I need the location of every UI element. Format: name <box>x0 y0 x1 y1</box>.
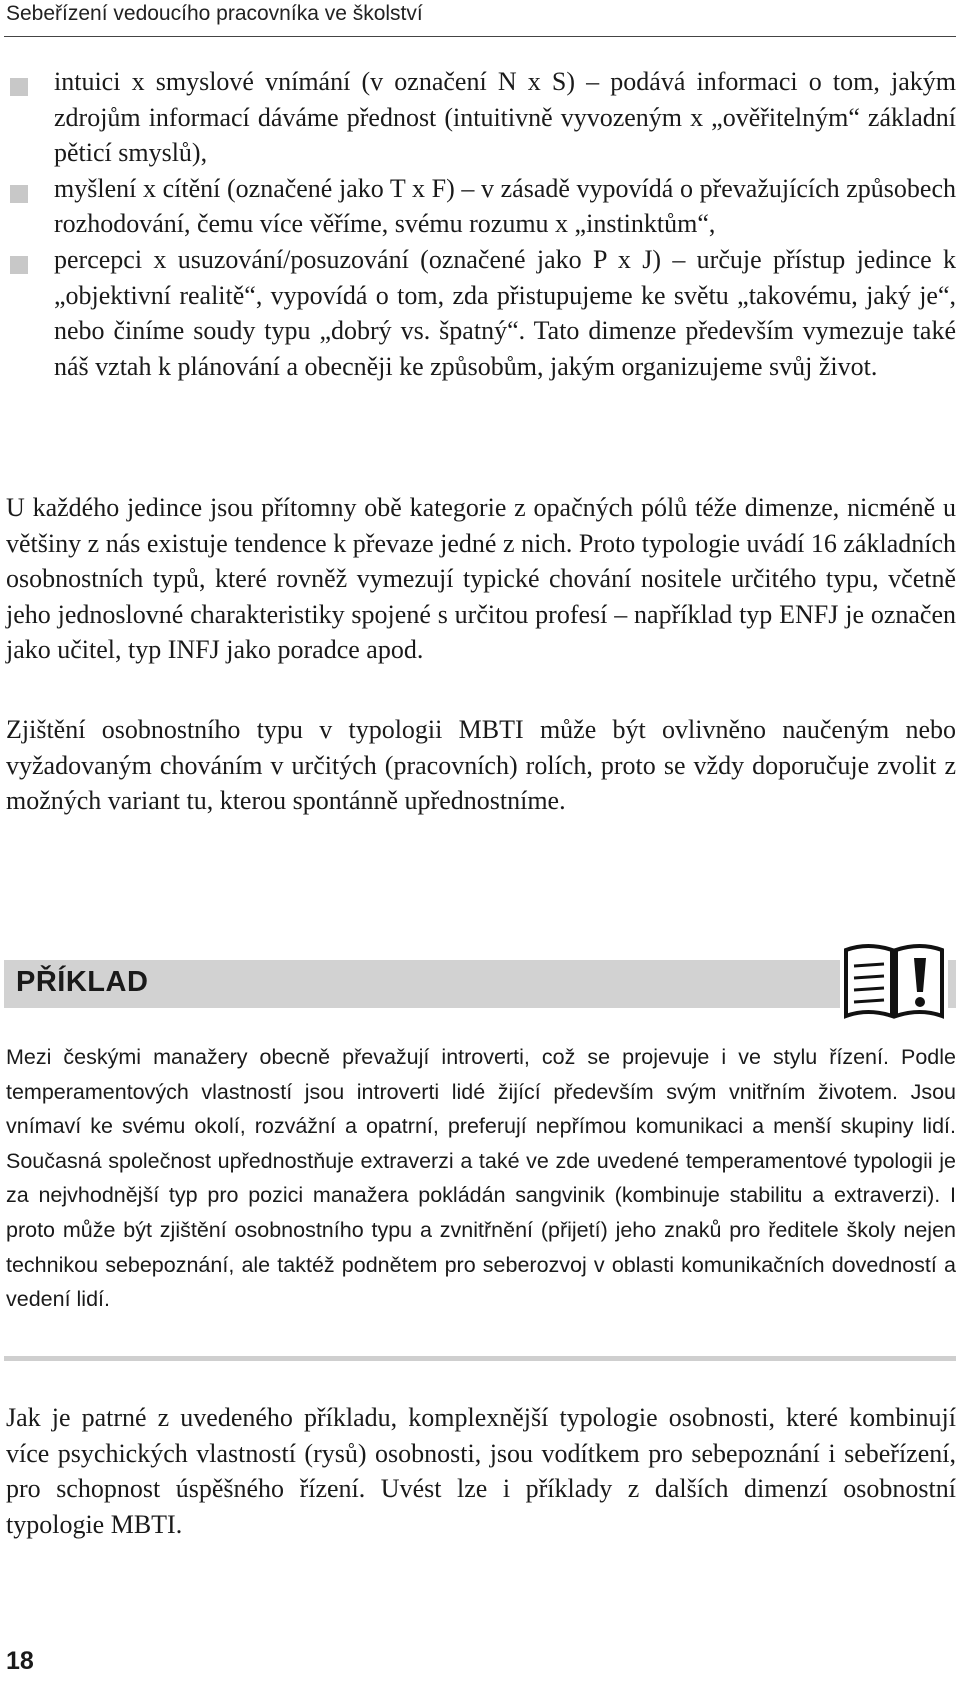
example-title: PŘÍKLAD <box>16 966 149 998</box>
list-item <box>10 242 956 384</box>
example-text: Mezi českými manažery obecně převažují introverti, což se projevuje i ve stylu řízení. Podle temperamentových vlastností jsou introverti lidé žijící především svým vnitřním životem. Jsou vnímaví ke svému okolí, rozvážní a opatrní, preferují nepřímou komunikaci a menší skupiny lidí. Současná společnost upřednostňuje extraverzi a také ve zde uvedené temperamentové typologii je za nejvhodnější typ pro pozici manažera pokládán sangvinik (kombinuje stabilitu a extraverzi). I proto může být zjištění osobnostního typu a zvnitřnění (přijetí) jeho znaků pro ředitele školy nejen technikou sebepoznání, ale taktéž podnětem pro seberozvoj v oblasti komunikačních dovedností a vedení lidí. <box>6 1045 956 1312</box>
list-item-text: percepci x usuzování/posuzování (označené jako P x J) – určuje přístup jedince k „objektivní realitě“, vypovídá o tom, zda přistupujeme ke světu „takovému, jaký je“, nebo činíme soudy typu „dobrý vs. špatný“. Tato dimenze především vymezuje také náš vztah k plánování a obecněji ke způsobům, jakým organizujeme svůj život. <box>54 244 956 381</box>
bullet-square-icon <box>10 256 28 274</box>
list-item-text: intuici x smyslové vnímání (v označení N x S) – podává informaci o tom, jakým zdrojům informací dáváme přednost (intuitivně vyvozeným x „ověřitelným“ základní pěticí smyslů), <box>54 67 956 168</box>
list-item <box>10 64 956 171</box>
page-number: 18 <box>6 1647 34 1675</box>
paragraph-closing: Jak je patrné z uvedeného příkladu, komplexnější typologie osobnosti, které kombinují více psychických vlastností (rysů) osobnosti, jsou vodítkem pro sebepoznání i sebeřízení, pro schopnost úspěšného řízení. Uvést lze i příklady z dalších dimenzí osobnostní typologie MBTI. <box>6 1403 956 1539</box>
paragraph-mbti: Zjištění osobnostního typu v typologii MBTI může být ovlivněno naučeným nebo vyžadovaným chováním v určitých (pracovních) rolích, proto se vždy doporučuje zvolit z možných variant tu, kterou spontánně upřednostníme. <box>6 715 956 816</box>
list-item-text: myšlení x cítění (označené jako T x F) – v zásadě vypovídá o převažujících způsobech rozhodování, čemu více věříme, svému rozumu x „instinktům“, <box>54 173 956 239</box>
book-exclamation-icon <box>840 938 948 1022</box>
paragraph-types: U každého jedince jsou přítomny obě kategorie z opačných pólů téže dimenze, nicméně u většiny z nás existuje tendence k převaze jedné z nich. Proto typologie uvádí 16 základních osobnostních typů, které rovněž vymezují typické chování nositele určitého typu, včetně jeho jednoslovné charakteristiky spojené s určitou profesí – například typ ENFJ je označen jako učitel, typ INFJ jako poradce apod. <box>6 493 956 665</box>
example-divider <box>4 1356 956 1361</box>
dimension-list <box>10 64 956 384</box>
header-divider <box>4 36 956 37</box>
bullet-square-icon <box>10 185 28 203</box>
bullet-square-icon <box>10 78 28 96</box>
list-item <box>10 171 956 242</box>
running-header: Sebeřízení vedoucího pracovníka ve školství <box>6 2 423 25</box>
